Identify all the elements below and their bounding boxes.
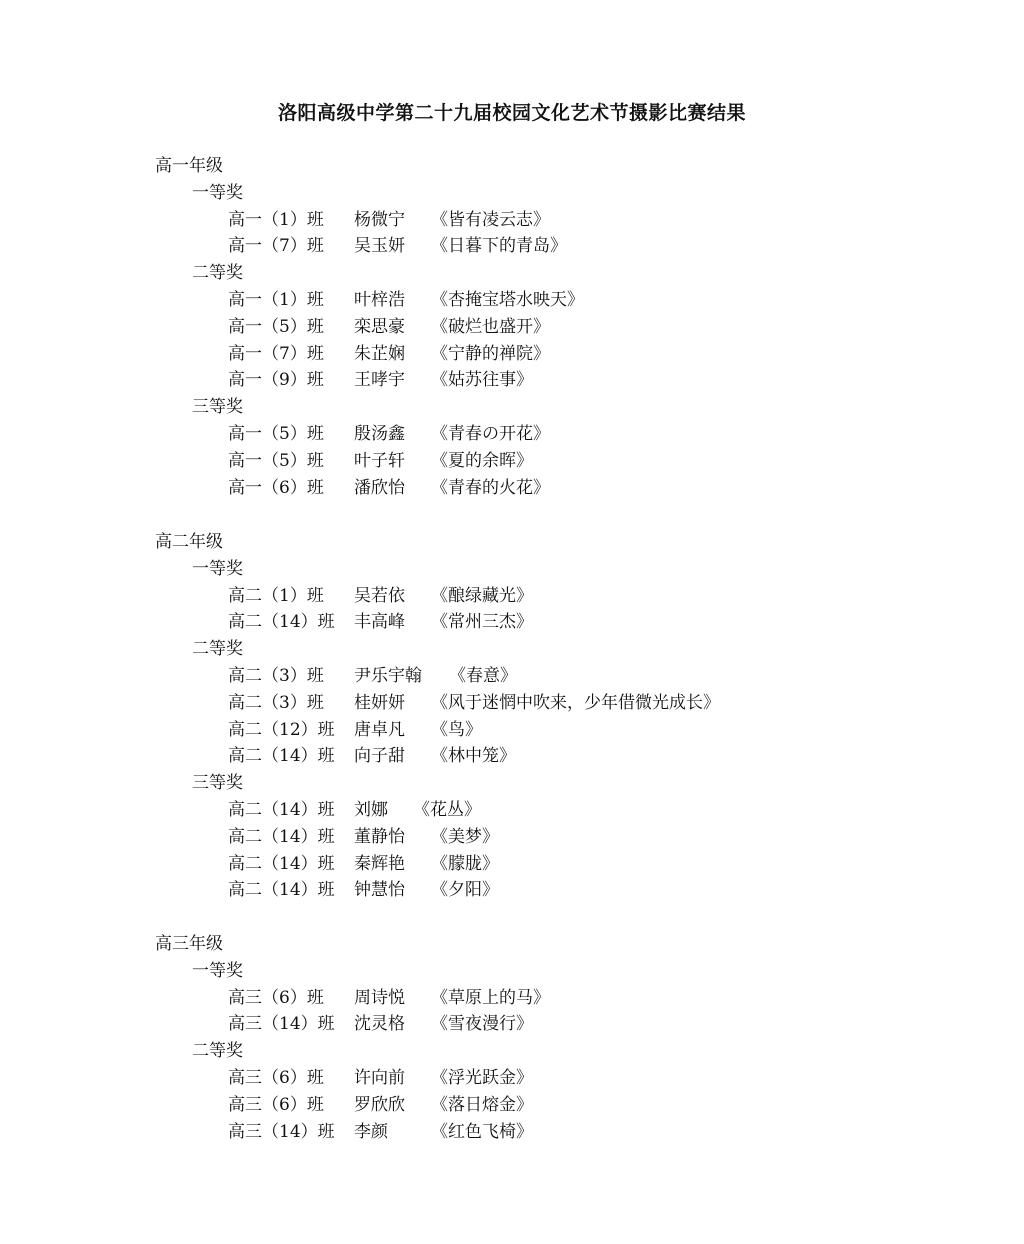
work-title: 《日暮下的青岛》 (431, 236, 567, 257)
prize-label: 二等奖 (192, 639, 243, 660)
student-name: 董静怡 (354, 826, 405, 847)
work-title: 《落日熔金》 (431, 1094, 533, 1115)
award-entry (155, 448, 855, 475)
award-entry (155, 341, 855, 368)
award-entry (155, 314, 855, 341)
work-title: 《酿绿藏光》 (431, 585, 533, 606)
student-name: 唐卓凡 (354, 719, 405, 740)
award-entry (155, 1065, 855, 1092)
class-name: 高二（3）班 (228, 665, 324, 686)
award-entry (155, 690, 855, 717)
class-name: 高一（6）班 (228, 477, 324, 498)
work-title: 《宁静的禅院》 (431, 343, 550, 364)
work-title: 《姑苏往事》 (431, 370, 533, 391)
award-entry (155, 985, 855, 1012)
class-name: 高一（7）班 (228, 343, 324, 364)
grade-label: 高一年级 (155, 156, 223, 176)
award-entry (155, 663, 855, 690)
award-entry (155, 797, 855, 824)
award-entry (155, 717, 855, 744)
prize-label: 三等奖 (192, 773, 243, 794)
work-title: 《朦胧》 (431, 853, 499, 874)
work-title: 《破烂也盛开》 (431, 316, 550, 337)
class-name: 高三（6）班 (228, 1094, 324, 1115)
work-title: 《草原上的马》 (431, 987, 550, 1008)
class-name: 高二（14）班 (228, 853, 335, 874)
class-name: 高二（14）班 (228, 826, 335, 847)
work-title: 《常州三杰》 (431, 612, 533, 633)
work-title: 《美梦》 (431, 826, 499, 847)
student-name: 吴若依 (354, 585, 405, 606)
award-entry (155, 583, 855, 610)
prize-label: 一等奖 (192, 558, 243, 579)
student-name: 栾思豪 (354, 316, 405, 337)
work-title: 《林中笼》 (431, 746, 516, 767)
class-name: 高二（14）班 (228, 799, 335, 820)
work-title: 《花丛》 (413, 799, 481, 820)
class-name: 高三（14）班 (228, 1121, 335, 1142)
award-entry (155, 367, 855, 394)
page-title: 洛阳高级中学第二十九届校园文化艺术节摄影比赛结果 (277, 102, 746, 124)
student-name: 秦辉艳 (354, 853, 405, 874)
class-name: 高二（14）班 (228, 612, 335, 633)
prize-label: 二等奖 (192, 263, 243, 284)
work-title: 《夕阳》 (431, 880, 499, 901)
award-entry (155, 877, 855, 904)
grade-label: 高三年级 (155, 934, 223, 954)
award-entry (155, 743, 855, 770)
prize-label: 一等奖 (192, 960, 243, 981)
award-entry (155, 1092, 855, 1119)
prize-label: 一等奖 (192, 182, 243, 203)
prize-label: 二等奖 (192, 1041, 243, 1062)
class-name: 高一（5）班 (228, 316, 324, 337)
student-name: 周诗悦 (354, 987, 405, 1008)
work-title: 《春意》 (449, 665, 517, 686)
student-name: 杨微宁 (354, 209, 405, 230)
work-title: 《夏的余晖》 (431, 450, 533, 471)
student-name: 殷汤鑫 (354, 423, 405, 444)
award-entry (155, 824, 855, 851)
work-title: 《青春的火花》 (431, 477, 550, 498)
class-name: 高二（12）班 (228, 719, 335, 740)
class-name: 高三（6）班 (228, 1067, 324, 1088)
work-title: 《红色飞椅》 (431, 1121, 533, 1142)
grade-section-3 (155, 931, 855, 1145)
work-title: 《皆有凌云志》 (431, 209, 550, 230)
work-title: 《雪夜漫行》 (431, 1014, 533, 1035)
student-name: 叶梓浩 (354, 289, 405, 310)
student-name: 吴玉妍 (354, 236, 405, 257)
award-entry (155, 851, 855, 878)
work-title: 《青春の开花》 (431, 423, 550, 444)
student-name: 王哮宇 (354, 370, 405, 391)
class-name: 高一（5）班 (228, 450, 324, 471)
student-name: 钟慧怡 (354, 880, 405, 901)
award-entry (155, 609, 855, 636)
class-name: 高二（14）班 (228, 880, 335, 901)
student-name: 桂妍妍 (354, 692, 405, 713)
student-name: 潘欣怡 (354, 477, 405, 498)
grade-section-2 (155, 529, 855, 904)
student-name: 向子甜 (354, 746, 405, 767)
award-entry (155, 233, 855, 260)
student-name: 许向前 (354, 1067, 405, 1088)
student-name: 罗欣欣 (354, 1094, 405, 1115)
class-name: 高二（3）班 (228, 692, 324, 713)
class-name: 高三（6）班 (228, 987, 324, 1008)
work-title: 《杏掩宝塔水映天》 (431, 289, 584, 310)
student-name: 朱芷娴 (354, 343, 405, 364)
class-name: 高二（14）班 (228, 746, 335, 767)
work-title: 《风于迷惘中吹来，少年借微光成长》 (431, 692, 720, 713)
award-entry (155, 475, 855, 502)
class-name: 高二（1）班 (228, 585, 324, 606)
work-title: 《浮光跃金》 (431, 1067, 533, 1088)
award-entry (155, 287, 855, 314)
class-name: 高三（14）班 (228, 1014, 335, 1035)
student-name: 刘娜 (354, 799, 388, 820)
prize-label: 三等奖 (192, 397, 243, 418)
award-entry (155, 207, 855, 234)
student-name: 丰高峰 (354, 612, 405, 633)
student-name: 李颜 (354, 1121, 388, 1142)
class-name: 高一（7）班 (228, 236, 324, 257)
student-name: 叶子轩 (354, 450, 405, 471)
student-name: 沈灵格 (354, 1014, 405, 1035)
student-name: 尹乐宇翰 (354, 665, 422, 686)
class-name: 高一（1）班 (228, 209, 324, 230)
grade-section-1 (155, 153, 855, 501)
award-entry (155, 421, 855, 448)
class-name: 高一（1）班 (228, 289, 324, 310)
award-entry (155, 1119, 855, 1146)
class-name: 高一（5）班 (228, 423, 324, 444)
class-name: 高一（9）班 (228, 370, 324, 391)
work-title: 《鸟》 (431, 719, 482, 740)
grade-label: 高二年级 (155, 532, 223, 552)
award-entry (155, 1011, 855, 1038)
